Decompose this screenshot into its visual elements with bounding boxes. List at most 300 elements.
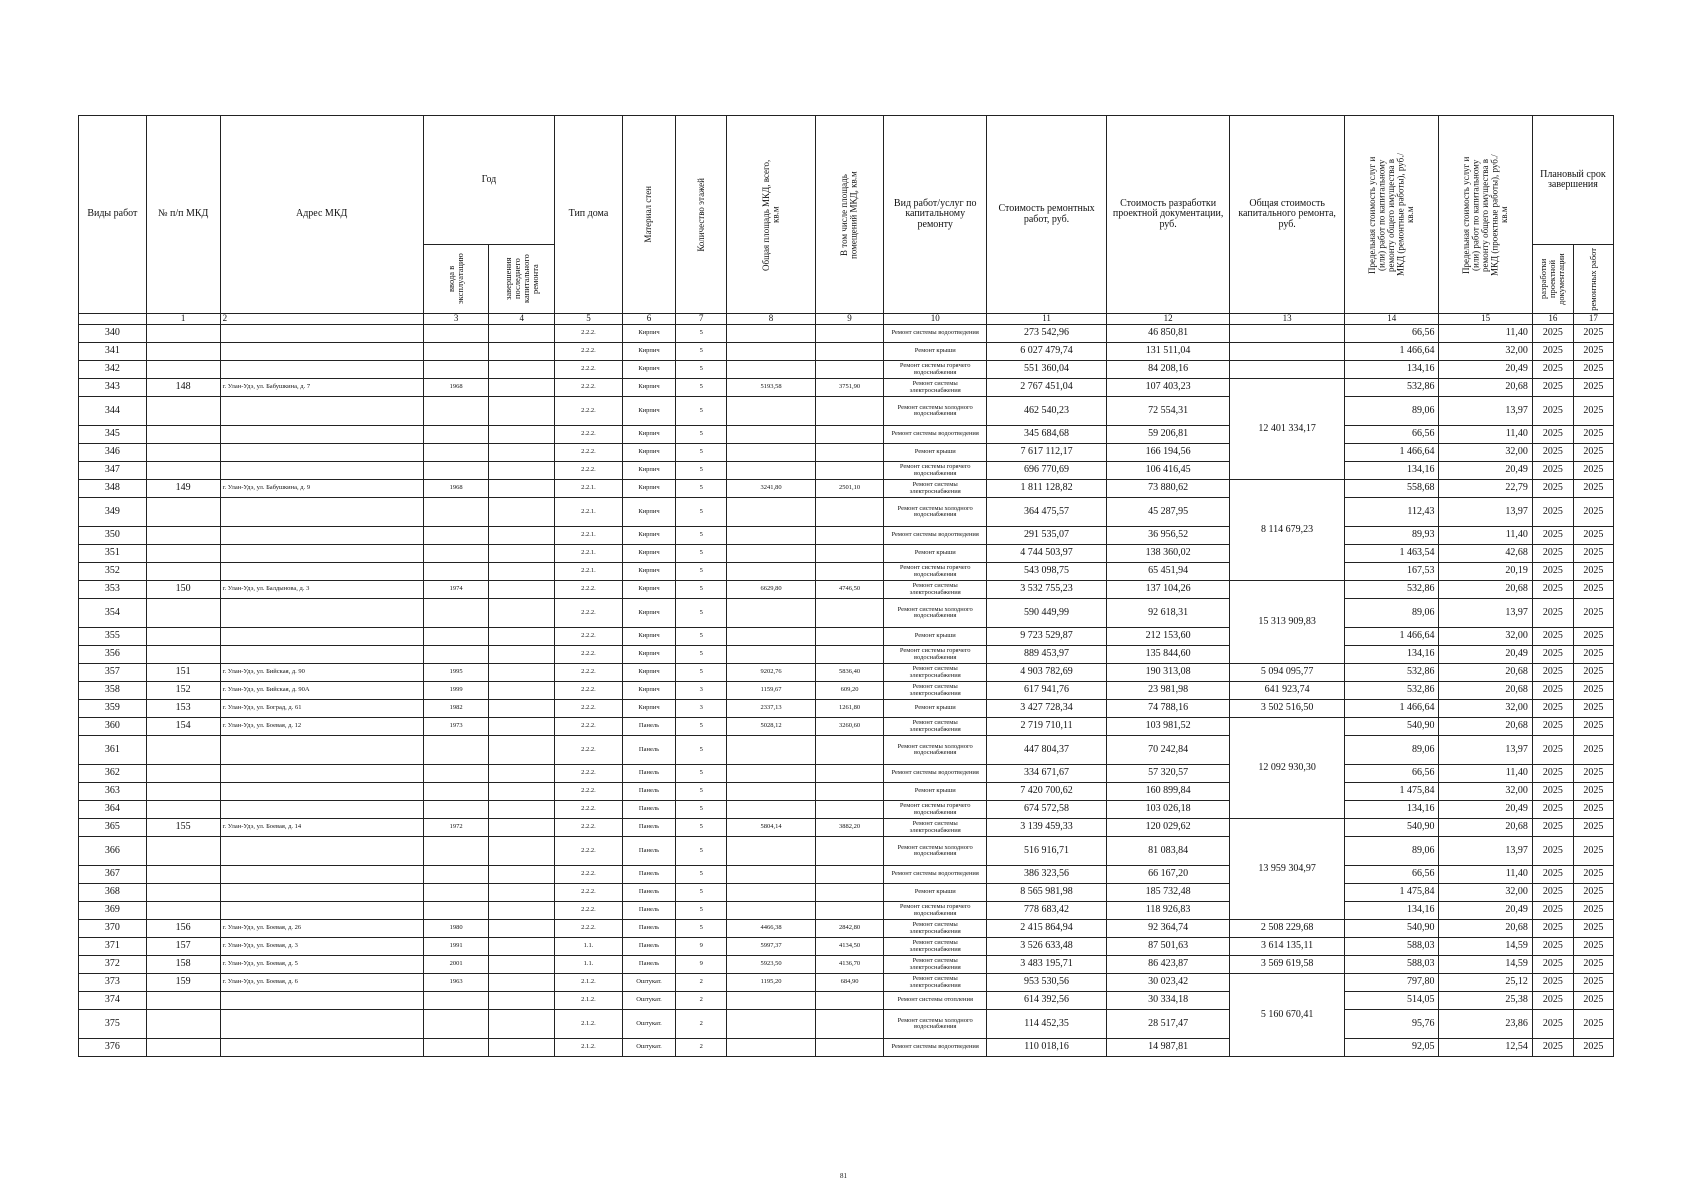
- floors-cell: 5: [676, 801, 727, 819]
- table-row: [79, 498, 1614, 527]
- deadline-design-cell: 2025: [1532, 527, 1573, 545]
- total-area-cell: [727, 444, 815, 462]
- limit-repair-cell: 797,80: [1345, 974, 1439, 992]
- deadline-repair-cell: 2025: [1573, 938, 1613, 956]
- deadline-repair-cell: 2025: [1573, 664, 1613, 682]
- limit-repair-cell: 1 466,64: [1345, 343, 1439, 361]
- year-last-repair-cell: [489, 956, 555, 974]
- limit-design-cell: 20,68: [1439, 379, 1532, 397]
- limit-design-cell: 13,97: [1439, 498, 1532, 527]
- address-cell: [220, 361, 423, 379]
- wall-material-cell: Панель: [622, 783, 675, 801]
- repair-cost-cell: 110 018,16: [987, 1039, 1107, 1057]
- column-number: 13: [1230, 314, 1345, 325]
- repair-cost-cell: 462 540,23: [987, 397, 1107, 426]
- mkd-number-cell: [146, 628, 220, 646]
- mkd-number-cell: 151: [146, 664, 220, 682]
- mkd-number-cell: [146, 426, 220, 444]
- limit-design-cell: 32,00: [1439, 884, 1532, 902]
- address-cell: г. Улан-Удэ, ул. Бийская, д. 90: [220, 664, 423, 682]
- table-row: [79, 527, 1614, 545]
- limit-repair-cell: 532,86: [1345, 664, 1439, 682]
- address-cell: [220, 343, 423, 361]
- wall-material-cell: Панель: [622, 884, 675, 902]
- table-row: [79, 628, 1614, 646]
- wall-material-cell: Кирпич: [622, 527, 675, 545]
- house-type-cell: 2.2.2.: [555, 902, 623, 920]
- header-work-kind: Вид работ/услуг по капитальному ремонту: [884, 116, 987, 314]
- deadline-repair-cell: 2025: [1573, 783, 1613, 801]
- design-cost-cell: 45 287,95: [1107, 498, 1230, 527]
- premises-area-cell: [815, 736, 884, 765]
- year-commissioning-cell: 1963: [423, 974, 489, 992]
- limit-design-cell: 42,68: [1439, 545, 1532, 563]
- wall-material-cell: Кирпич: [622, 343, 675, 361]
- deadline-repair-cell: 2025: [1573, 765, 1613, 783]
- wall-material-cell: Кирпич: [622, 664, 675, 682]
- year-last-repair-cell: [489, 1039, 555, 1057]
- limit-repair-cell: 134,16: [1345, 902, 1439, 920]
- address-cell: г. Улан-Удэ, ул. Боевая, д. 5: [220, 956, 423, 974]
- total-area-cell: [727, 599, 815, 628]
- year-last-repair-cell: [489, 545, 555, 563]
- design-cost-cell: 185 732,48: [1107, 884, 1230, 902]
- deadline-repair-cell: 2025: [1573, 956, 1613, 974]
- year-commissioning-cell: [423, 837, 489, 866]
- address-cell: [220, 527, 423, 545]
- deadline-repair-cell: 2025: [1573, 682, 1613, 700]
- header-deadline-repair: ремонтных работ: [1573, 245, 1613, 314]
- year-last-repair-cell: [489, 325, 555, 343]
- work-type-cell: 350: [79, 527, 147, 545]
- limit-repair-cell: 112,43: [1345, 498, 1439, 527]
- work-kind-cell: Ремонт системы водоотведения: [884, 325, 987, 343]
- mkd-number-cell: [146, 343, 220, 361]
- limit-design-cell: 11,40: [1439, 765, 1532, 783]
- floors-cell: 5: [676, 527, 727, 545]
- repair-cost-cell: 447 804,37: [987, 736, 1107, 765]
- year-commissioning-cell: [423, 527, 489, 545]
- work-type-cell: 362: [79, 765, 147, 783]
- limit-repair-cell: 1 475,84: [1345, 884, 1439, 902]
- limit-repair-cell: 1 466,64: [1345, 444, 1439, 462]
- design-cost-cell: 72 554,31: [1107, 397, 1230, 426]
- wall-material-cell: Оштукат.: [622, 1010, 675, 1039]
- total-area-cell: [727, 628, 815, 646]
- house-type-cell: 2.2.1.: [555, 498, 623, 527]
- work-type-cell: 368: [79, 884, 147, 902]
- year-last-repair-cell: [489, 581, 555, 599]
- wall-material-cell: Кирпич: [622, 325, 675, 343]
- deadline-design-cell: 2025: [1532, 866, 1573, 884]
- floors-cell: 5: [676, 563, 727, 581]
- year-commissioning-cell: 1968: [423, 379, 489, 397]
- header-work-types: Виды работ: [79, 116, 147, 314]
- floors-cell: 9: [676, 938, 727, 956]
- deadline-design-cell: 2025: [1532, 902, 1573, 920]
- wall-material-cell: Кирпич: [622, 480, 675, 498]
- limit-design-cell: 14,59: [1439, 956, 1532, 974]
- design-cost-cell: 36 956,52: [1107, 527, 1230, 545]
- house-type-cell: 2.2.1.: [555, 527, 623, 545]
- column-number: 9: [815, 314, 884, 325]
- header-deadline: Плановый срок завершения: [1532, 116, 1613, 245]
- year-last-repair-cell: [489, 801, 555, 819]
- year-commissioning-cell: 1991: [423, 938, 489, 956]
- floors-cell: 5: [676, 664, 727, 682]
- house-type-cell: 2.2.2.: [555, 837, 623, 866]
- table-row: [79, 444, 1614, 462]
- repair-cost-cell: 2 415 864,94: [987, 920, 1107, 938]
- column-number: 15: [1439, 314, 1532, 325]
- work-type-cell: 344: [79, 397, 147, 426]
- total-cost-cell: [1230, 343, 1345, 361]
- year-last-repair-cell: [489, 527, 555, 545]
- year-last-repair-cell: [489, 718, 555, 736]
- year-commissioning-cell: [423, 325, 489, 343]
- address-cell: [220, 902, 423, 920]
- work-kind-cell: Ремонт системы холодного водоснабжения: [884, 736, 987, 765]
- design-cost-cell: 160 899,84: [1107, 783, 1230, 801]
- premises-area-cell: [815, 783, 884, 801]
- year-last-repair-cell: [489, 682, 555, 700]
- total-area-cell: 6629,80: [727, 581, 815, 599]
- repair-cost-cell: 273 542,96: [987, 325, 1107, 343]
- deadline-repair-cell: 2025: [1573, 563, 1613, 581]
- design-cost-cell: 103 026,18: [1107, 801, 1230, 819]
- limit-repair-cell: 540,90: [1345, 718, 1439, 736]
- year-last-repair-cell: [489, 902, 555, 920]
- column-number: 16: [1532, 314, 1573, 325]
- table-row: [79, 765, 1614, 783]
- deadline-design-cell: 2025: [1532, 563, 1573, 581]
- column-number: 5: [555, 314, 623, 325]
- year-commissioning-cell: [423, 783, 489, 801]
- work-kind-cell: Ремонт системы холодного водоснабжения: [884, 599, 987, 628]
- repair-cost-cell: 543 098,75: [987, 563, 1107, 581]
- premises-area-cell: [815, 444, 884, 462]
- year-commissioning-cell: 1995: [423, 664, 489, 682]
- limit-repair-cell: 1 466,64: [1345, 700, 1439, 718]
- total-area-cell: 3241,80: [727, 480, 815, 498]
- year-last-repair-cell: [489, 444, 555, 462]
- work-kind-cell: Ремонт системы электроснабжения: [884, 480, 987, 498]
- limit-design-cell: 20,68: [1439, 581, 1532, 599]
- page-number: 81: [840, 1172, 847, 1180]
- header-premises-area: В том числе площадь помещений МКД, кв.м: [815, 116, 884, 314]
- wall-material-cell: Кирпич: [622, 628, 675, 646]
- house-type-cell: 2.2.1.: [555, 563, 623, 581]
- work-kind-cell: Ремонт крыши: [884, 884, 987, 902]
- mkd-number-cell: [146, 545, 220, 563]
- address-cell: [220, 599, 423, 628]
- limit-repair-cell: 514,05: [1345, 992, 1439, 1010]
- table-row: [79, 599, 1614, 628]
- repair-cost-cell: 953 530,56: [987, 974, 1107, 992]
- limit-design-cell: 13,97: [1439, 599, 1532, 628]
- premises-area-cell: [815, 397, 884, 426]
- address-cell: [220, 783, 423, 801]
- limit-repair-cell: 89,93: [1345, 527, 1439, 545]
- year-commissioning-cell: 1973: [423, 718, 489, 736]
- table-row: [79, 379, 1614, 397]
- work-type-cell: 349: [79, 498, 147, 527]
- deadline-repair-cell: 2025: [1573, 361, 1613, 379]
- work-type-cell: 355: [79, 628, 147, 646]
- wall-material-cell: Кирпич: [622, 397, 675, 426]
- house-type-cell: 2.2.2.: [555, 819, 623, 837]
- work-kind-cell: Ремонт системы холодного водоснабжения: [884, 397, 987, 426]
- address-cell: [220, 498, 423, 527]
- column-number: 7: [676, 314, 727, 325]
- repair-cost-cell: 364 475,57: [987, 498, 1107, 527]
- repair-cost-cell: 889 453,97: [987, 646, 1107, 664]
- year-last-repair-cell: [489, 480, 555, 498]
- work-type-cell: 367: [79, 866, 147, 884]
- house-type-cell: 2.2.2.: [555, 325, 623, 343]
- repair-cost-cell: 8 565 981,98: [987, 884, 1107, 902]
- limit-design-cell: 20,49: [1439, 646, 1532, 664]
- limit-design-cell: 20,68: [1439, 718, 1532, 736]
- design-cost-cell: 135 844,60: [1107, 646, 1230, 664]
- floors-cell: 5: [676, 837, 727, 866]
- mkd-number-cell: [146, 563, 220, 581]
- deadline-repair-cell: 2025: [1573, 819, 1613, 837]
- floors-cell: 5: [676, 545, 727, 563]
- deadline-repair-cell: 2025: [1573, 325, 1613, 343]
- deadline-repair-cell: 2025: [1573, 480, 1613, 498]
- deadline-repair-cell: 2025: [1573, 866, 1613, 884]
- work-kind-cell: Ремонт системы электроснабжения: [884, 819, 987, 837]
- limit-design-cell: 20,49: [1439, 361, 1532, 379]
- deadline-repair-cell: 2025: [1573, 837, 1613, 866]
- work-kind-cell: Ремонт системы водоотведения: [884, 866, 987, 884]
- total-area-cell: [727, 992, 815, 1010]
- premises-area-cell: [815, 992, 884, 1010]
- house-type-cell: 2.1.2.: [555, 1010, 623, 1039]
- work-type-cell: 343: [79, 379, 147, 397]
- total-area-cell: [727, 1039, 815, 1057]
- year-last-repair-cell: [489, 628, 555, 646]
- year-commissioning-cell: 2001: [423, 956, 489, 974]
- work-type-cell: 351: [79, 545, 147, 563]
- floors-cell: 5: [676, 736, 727, 765]
- repair-cost-cell: 551 360,04: [987, 361, 1107, 379]
- table-row: [79, 581, 1614, 599]
- column-number: [79, 314, 147, 325]
- design-cost-cell: 70 242,84: [1107, 736, 1230, 765]
- mkd-number-cell: [146, 599, 220, 628]
- column-number: 10: [884, 314, 987, 325]
- repair-cost-cell: 696 770,69: [987, 462, 1107, 480]
- work-kind-cell: Ремонт крыши: [884, 700, 987, 718]
- mkd-number-cell: 154: [146, 718, 220, 736]
- limit-repair-cell: 66,56: [1345, 325, 1439, 343]
- header-wall-material: Материал стен: [622, 116, 675, 314]
- design-cost-cell: 30 334,18: [1107, 992, 1230, 1010]
- mkd-number-cell: [146, 783, 220, 801]
- deadline-design-cell: 2025: [1532, 700, 1573, 718]
- deadline-design-cell: 2025: [1532, 581, 1573, 599]
- year-commissioning-cell: [423, 444, 489, 462]
- premises-area-cell: 4136,70: [815, 956, 884, 974]
- house-type-cell: 2.2.2.: [555, 765, 623, 783]
- limit-design-cell: 22,79: [1439, 480, 1532, 498]
- premises-area-cell: [815, 545, 884, 563]
- address-cell: [220, 545, 423, 563]
- column-number: 14: [1345, 314, 1439, 325]
- work-kind-cell: Ремонт системы водоотведения: [884, 426, 987, 444]
- floors-cell: 3: [676, 682, 727, 700]
- mkd-number-cell: [146, 866, 220, 884]
- header-address: Адрес МКД: [220, 116, 423, 314]
- premises-area-cell: [815, 361, 884, 379]
- year-last-repair-cell: [489, 343, 555, 361]
- work-type-cell: 361: [79, 736, 147, 765]
- year-commissioning-cell: 1972: [423, 819, 489, 837]
- premises-area-cell: [815, 599, 884, 628]
- design-cost-cell: 86 423,87: [1107, 956, 1230, 974]
- total-area-cell: [727, 646, 815, 664]
- premises-area-cell: 4746,50: [815, 581, 884, 599]
- mkd-number-cell: [146, 325, 220, 343]
- year-last-repair-cell: [489, 379, 555, 397]
- repair-cost-cell: 345 684,68: [987, 426, 1107, 444]
- deadline-design-cell: 2025: [1532, 819, 1573, 837]
- total-area-cell: [727, 498, 815, 527]
- deadline-repair-cell: 2025: [1573, 920, 1613, 938]
- total-area-cell: [727, 783, 815, 801]
- year-last-repair-cell: [489, 462, 555, 480]
- floors-cell: 5: [676, 397, 727, 426]
- limit-repair-cell: 1 463,54: [1345, 545, 1439, 563]
- wall-material-cell: Оштукат.: [622, 1039, 675, 1057]
- limit-design-cell: 13,97: [1439, 736, 1532, 765]
- limit-design-cell: 13,97: [1439, 397, 1532, 426]
- floors-cell: 5: [676, 920, 727, 938]
- year-commissioning-cell: [423, 992, 489, 1010]
- repair-cost-cell: 3 427 728,34: [987, 700, 1107, 718]
- address-cell: г. Улан-Удэ, ул. Бабушкина, д. 9: [220, 480, 423, 498]
- table-row: [79, 397, 1614, 426]
- column-number: 1: [146, 314, 220, 325]
- column-numbers-row: [79, 314, 1614, 325]
- year-last-repair-cell: [489, 397, 555, 426]
- deadline-repair-cell: 2025: [1573, 1010, 1613, 1039]
- column-number: 8: [727, 314, 815, 325]
- deadline-design-cell: 2025: [1532, 426, 1573, 444]
- total-area-cell: [727, 884, 815, 902]
- deadline-design-cell: 2025: [1532, 664, 1573, 682]
- work-type-cell: 375: [79, 1010, 147, 1039]
- house-type-cell: 2.2.2.: [555, 920, 623, 938]
- limit-repair-cell: 540,90: [1345, 819, 1439, 837]
- repair-cost-cell: 114 452,35: [987, 1010, 1107, 1039]
- repair-cost-cell: 516 916,71: [987, 837, 1107, 866]
- mkd-number-cell: [146, 1010, 220, 1039]
- limit-repair-cell: 558,68: [1345, 480, 1439, 498]
- limit-repair-cell: 540,90: [1345, 920, 1439, 938]
- column-number: 6: [622, 314, 675, 325]
- year-last-repair-cell: [489, 974, 555, 992]
- address-cell: [220, 837, 423, 866]
- deadline-design-cell: 2025: [1532, 397, 1573, 426]
- deadline-design-cell: 2025: [1532, 498, 1573, 527]
- mkd-number-cell: 153: [146, 700, 220, 718]
- address-cell: [220, 426, 423, 444]
- table-row: [79, 700, 1614, 718]
- year-last-repair-cell: [489, 920, 555, 938]
- design-cost-cell: 30 023,42: [1107, 974, 1230, 992]
- wall-material-cell: Кирпич: [622, 581, 675, 599]
- year-commissioning-cell: [423, 462, 489, 480]
- mkd-number-cell: 149: [146, 480, 220, 498]
- limit-design-cell: 32,00: [1439, 783, 1532, 801]
- house-type-cell: 2.2.2.: [555, 462, 623, 480]
- repair-cost-cell: 614 392,56: [987, 992, 1107, 1010]
- total-cost-cell: 8 114 679,23: [1230, 480, 1345, 581]
- repair-cost-cell: 3 526 633,48: [987, 938, 1107, 956]
- year-commissioning-cell: [423, 343, 489, 361]
- deadline-repair-cell: 2025: [1573, 581, 1613, 599]
- address-cell: [220, 628, 423, 646]
- house-type-cell: 2.2.2.: [555, 736, 623, 765]
- limit-design-cell: 23,86: [1439, 1010, 1532, 1039]
- limit-design-cell: 32,00: [1439, 343, 1532, 361]
- year-commissioning-cell: [423, 765, 489, 783]
- limit-design-cell: 20,68: [1439, 664, 1532, 682]
- year-commissioning-cell: [423, 866, 489, 884]
- work-type-cell: 347: [79, 462, 147, 480]
- wall-material-cell: Панель: [622, 920, 675, 938]
- deadline-design-cell: 2025: [1532, 545, 1573, 563]
- limit-design-cell: 20,49: [1439, 801, 1532, 819]
- work-kind-cell: Ремонт системы электроснабжения: [884, 379, 987, 397]
- total-area-cell: [727, 1010, 815, 1039]
- year-last-repair-cell: [489, 992, 555, 1010]
- total-cost-cell: [1230, 325, 1345, 343]
- column-number: 3: [423, 314, 489, 325]
- total-cost-cell: 12 092 930,30: [1230, 718, 1345, 819]
- floors-cell: 2: [676, 992, 727, 1010]
- address-cell: г. Улан-Удэ, ул. Боевая, д. 12: [220, 718, 423, 736]
- table-row: [79, 545, 1614, 563]
- house-type-cell: 2.1.2.: [555, 1039, 623, 1057]
- deadline-repair-cell: 2025: [1573, 718, 1613, 736]
- year-commissioning-cell: [423, 426, 489, 444]
- column-number: 2: [220, 314, 423, 325]
- design-cost-cell: 73 880,62: [1107, 480, 1230, 498]
- year-commissioning-cell: [423, 545, 489, 563]
- premises-area-cell: [815, 628, 884, 646]
- year-commissioning-cell: [423, 628, 489, 646]
- floors-cell: 5: [676, 325, 727, 343]
- limit-repair-cell: 1 475,84: [1345, 783, 1439, 801]
- house-type-cell: 2.2.1.: [555, 480, 623, 498]
- floors-cell: 5: [676, 783, 727, 801]
- deadline-repair-cell: 2025: [1573, 628, 1613, 646]
- floors-cell: 5: [676, 599, 727, 628]
- total-cost-cell: 3 502 516,50: [1230, 700, 1345, 718]
- deadline-design-cell: 2025: [1532, 938, 1573, 956]
- mkd-number-cell: [146, 444, 220, 462]
- mkd-number-cell: [146, 765, 220, 783]
- design-cost-cell: 65 451,94: [1107, 563, 1230, 581]
- table-row: [79, 736, 1614, 765]
- column-number: 4: [489, 314, 555, 325]
- deadline-design-cell: 2025: [1532, 956, 1573, 974]
- work-kind-cell: Ремонт крыши: [884, 343, 987, 361]
